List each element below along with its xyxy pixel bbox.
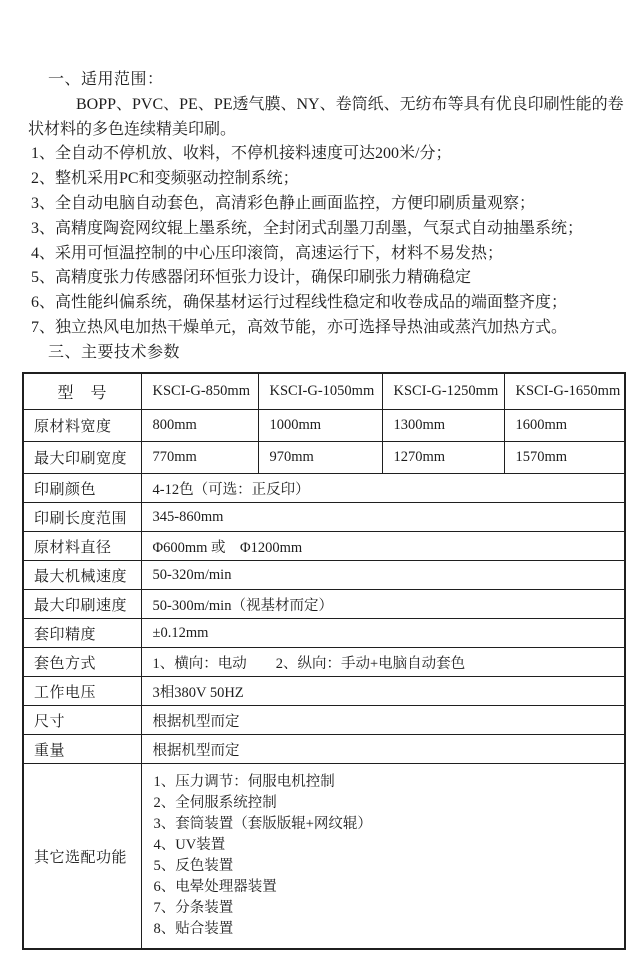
spec-value: 770mm	[141, 442, 258, 474]
model-row	[23, 373, 625, 410]
spec-row-weight	[23, 735, 625, 764]
tech-params-title: 三、主要技术参数	[48, 343, 181, 361]
model-name: KSCI-G-1650mm	[504, 373, 625, 410]
spec-row-register-mode	[23, 648, 625, 677]
spec-row-mech-speed	[23, 561, 625, 590]
spec-row-register-accuracy	[23, 619, 625, 648]
spec-row-print-colors	[23, 474, 625, 503]
intro-section	[0, 68, 640, 366]
spec-label: 最大印刷速度	[23, 590, 141, 619]
spec-value: 1000mm	[258, 410, 382, 442]
model-row-label: 型 号	[23, 373, 141, 410]
spec-value: 1270mm	[382, 442, 504, 474]
option-item-7: 7、分条装置	[153, 900, 234, 917]
spec-row-voltage	[23, 677, 625, 706]
spec-value: ±0.12mm	[141, 619, 625, 648]
feature-item-3b: 3、高精度陶瓷网纹辊上墨系统，全封闭式刮墨刀刮墨，气泵式自动抽墨系统；	[31, 219, 584, 237]
feature-item-1: 1、全自动不停机放、收料，不停机接料速度可达200米/分；	[31, 145, 452, 163]
feature-item-5: 5、高精度张力传感器闭环恒张力设计，确保印刷张力精确稳定	[31, 269, 472, 287]
spec-value: 4-12色（可选：正反印）	[141, 474, 625, 503]
feature-item-7: 7、独立热风电加热干燥单元，高效节能，亦可选择导热油或蒸汽加热方式。	[31, 318, 568, 336]
spec-value: Φ600mm 或 Φ1200mm	[141, 532, 625, 561]
spec-label: 尺寸	[23, 706, 141, 735]
option-item-8: 8、贴合装置	[153, 921, 234, 938]
options-label: 其它选配功能	[23, 764, 141, 950]
feature-item-6: 6、高性能纠偏系统，确保基材运行过程线性稳定和收卷成品的端面整齐度；	[31, 294, 568, 312]
raw-width-row	[23, 410, 625, 442]
specs-table	[22, 372, 626, 951]
spec-label: 套色方式	[23, 648, 141, 677]
print-width-row	[23, 442, 625, 474]
spec-value: 345-860mm	[141, 503, 625, 532]
options-row	[23, 764, 625, 950]
spec-row-print-speed	[23, 590, 625, 619]
option-item-5: 5、反色装置	[153, 858, 234, 875]
spec-value: 根据机型而定	[141, 735, 625, 764]
spec-label: 印刷长度范围	[23, 503, 141, 532]
spec-label: 最大印刷宽度	[23, 442, 141, 474]
spec-label: 原材料宽度	[23, 410, 141, 442]
spec-value: 50-320m/min	[141, 561, 625, 590]
spec-value: 800mm	[141, 410, 258, 442]
spec-value: 50-300m/min（视基材而定）	[141, 590, 625, 619]
option-item-4: 4、UV装置	[153, 837, 226, 854]
spec-label: 印刷颜色	[23, 474, 141, 503]
spec-value: 1、横向：电动 2、纵向：手动+电脑自动套色	[141, 648, 625, 677]
model-name: KSCI-G-1250mm	[382, 373, 504, 410]
feature-item-4: 4、采用可恒温控制的中心压印滚筒，高速运行下，材料不易发热；	[31, 244, 504, 262]
spec-label: 套印精度	[23, 619, 141, 648]
option-item-2: 2、全伺服系统控制	[153, 795, 277, 812]
feature-item-3a: 3、全自动电脑自动套色，高清彩色静止画面监控，方便印刷质量观察；	[31, 194, 536, 212]
applicable-scope-title: 一、适用范围：	[48, 71, 164, 88]
spec-value: 970mm	[258, 442, 382, 474]
spec-label: 最大机械速度	[23, 561, 141, 590]
option-item-6: 6、电晕处理器装置	[153, 879, 277, 896]
spec-value: 1300mm	[382, 410, 504, 442]
spec-label: 工作电压	[23, 677, 141, 706]
applicable-scope-paragraph: BOPP、PVC、PE、PE透气膜、NY、卷筒纸、无纺布等具有优良印刷性能的卷状材料的多色连续精美印刷。	[28, 95, 624, 138]
spec-row-print-length	[23, 503, 625, 532]
spec-row-material-diameter	[23, 532, 625, 561]
spec-row-dimensions	[23, 706, 625, 735]
model-name: KSCI-G-1050mm	[258, 373, 382, 410]
model-name: KSCI-G-850mm	[141, 373, 258, 410]
spec-value: 3相380V 50HZ	[141, 677, 625, 706]
option-item-3: 3、套筒装置（套版版辊+网纹辊）	[153, 816, 372, 833]
options-list	[141, 764, 625, 950]
spec-label: 原材料直径	[23, 532, 141, 561]
spec-value: 根据机型而定	[141, 706, 625, 735]
spec-value: 1570mm	[504, 442, 625, 474]
spec-label: 重量	[23, 735, 141, 764]
spec-value: 1600mm	[504, 410, 625, 442]
option-item-1: 1、压力调节：伺服电机控制	[153, 774, 335, 791]
feature-item-2: 2、整机采用PC和变频驱动控制系统；	[31, 170, 299, 188]
